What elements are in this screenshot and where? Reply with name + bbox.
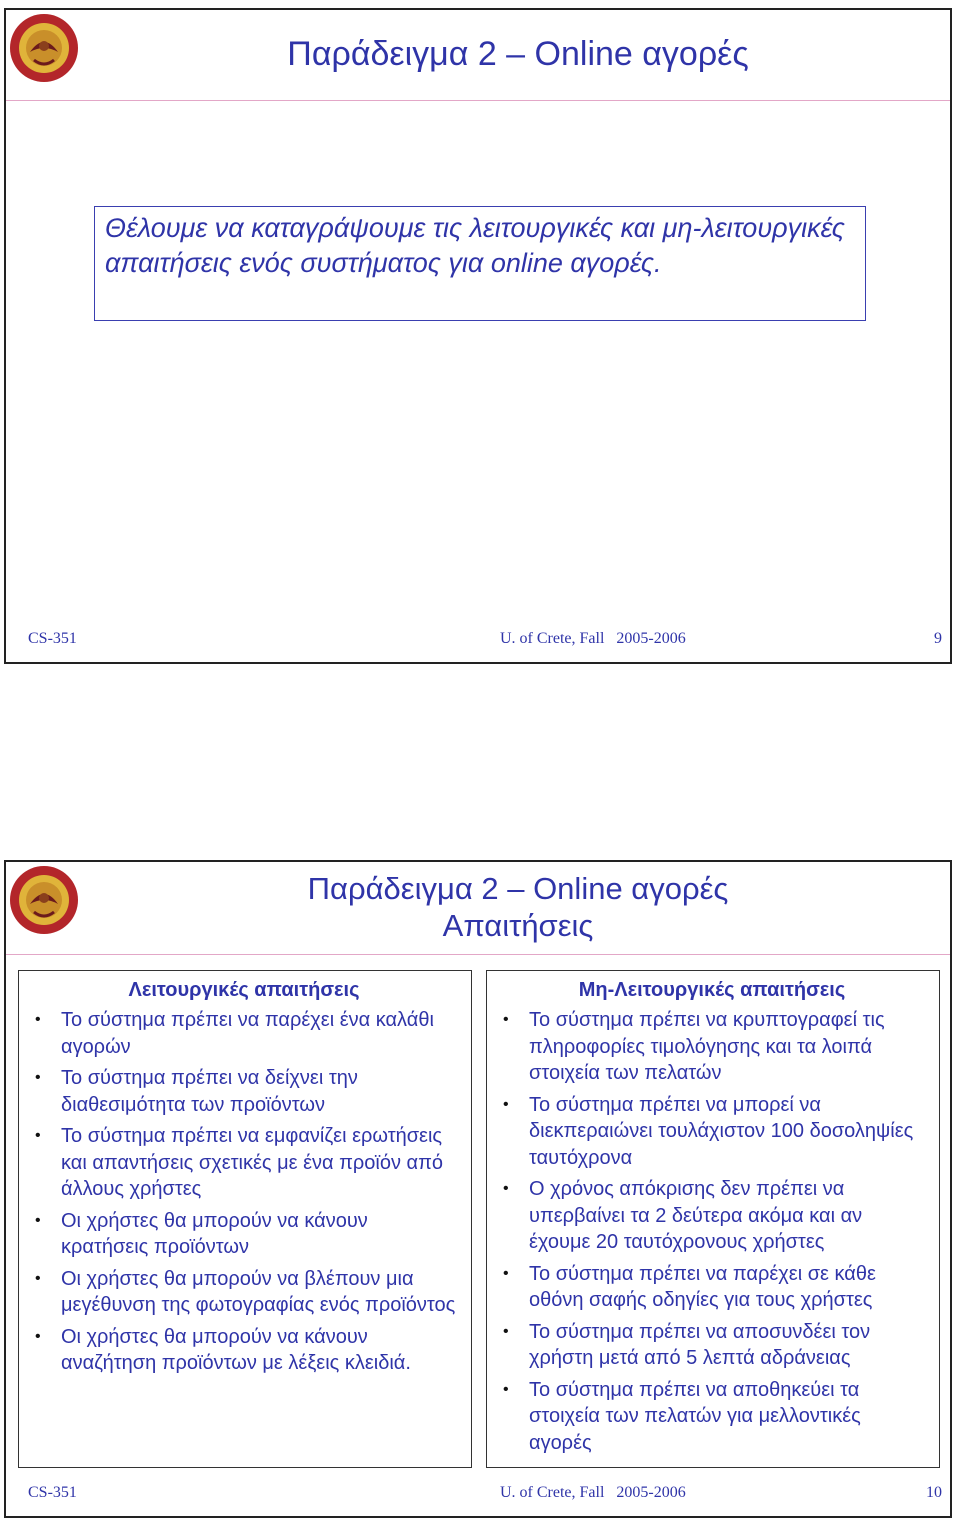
slide-9 <box>4 8 952 664</box>
list-item: • Το σύστημα πρέπει να αποθηκεύει τα στοιχεία των πελατών για μελλοντικές αγορές <box>503 1378 861 1454</box>
page-number: 10 <box>926 1484 942 1501</box>
functional-requirements-panel <box>18 970 472 1468</box>
bullet-icon: • <box>503 1180 509 1197</box>
nonfunctional-requirements-list <box>497 1007 927 1456</box>
bullet-icon: • <box>35 1211 41 1229</box>
list-item: • Ο χρόνος απόκρισης δεν πρέπει να υπερβαίνει τα 2 δεύτερα ακόμα και αν έχουμε 20 ταυτόχρονους χρήστες <box>503 1178 863 1253</box>
list-item: • Οι χρήστες θα μπορούν να κάνουν αναζήτηση προϊόντων με λέξεις κλειδιά. <box>35 1325 411 1374</box>
bullet-icon: • <box>35 1269 41 1287</box>
task-statement: Θέλουμε να καταγράψουμε τις λειτουργικές και μη-λειτουργικές απαιτήσεις ενός συστήματος για online αγορές. <box>105 213 845 278</box>
title-divider <box>6 954 950 955</box>
list-item: • Το σύστημα πρέπει να εμφανίζει ερωτήσεις και απαντήσεις σχετικές με ένα προϊόν από άλλους χρήστες <box>35 1125 444 1200</box>
list-item: • Το σύστημα πρέπει να παρέχει ένα καλάθι αγορών <box>35 1009 434 1058</box>
bullet-icon: • <box>503 1322 509 1340</box>
institution-term: U. of Crete, Fall 2005-2006 <box>500 630 686 647</box>
list-item: • Το σύστημα πρέπει να αποσυνδέει τον χρήστη μετά από 5 λεπτά αδράνειας <box>503 1320 871 1369</box>
slide-title <box>106 870 930 944</box>
university-of-crete-logo <box>8 864 80 936</box>
bullet-icon: • <box>503 1011 509 1028</box>
bullet-icon: • <box>35 1069 41 1086</box>
title-divider <box>6 100 950 101</box>
university-of-crete-logo <box>8 12 80 84</box>
bullet-icon: • <box>503 1380 509 1398</box>
list-item: • Το σύστημα πρέπει να παρέχει σε κάθε οθόνη σαφής οδηγίες για τους χρήστες <box>503 1262 876 1311</box>
page-number: 9 <box>934 630 942 647</box>
bullet-icon: • <box>35 1011 41 1028</box>
nonfunctional-requirements-panel <box>486 970 940 1468</box>
functional-requirements-heading: Λειτουργικές απαιτήσεις <box>128 979 360 1001</box>
slide-footer <box>6 1484 950 1506</box>
slide-subtitle: Απαιτήσεις <box>442 908 594 943</box>
list-item: • Οι χρήστες θα μπορούν να κάνουν κρατήσεις προϊόντων <box>35 1209 368 1258</box>
task-statement-box <box>94 206 866 321</box>
slide-title-line1: Παράδειγμα 2 – Online αγορές <box>307 871 729 906</box>
slide-10 <box>4 860 952 1518</box>
nonfunctional-requirements-heading: Μη-Λειτουργικές απαιτήσεις <box>578 979 846 1001</box>
course-code: CS-351 <box>28 630 77 647</box>
list-item: • Οι χρήστες θα μπορούν να βλέπουν μια μεγέθυνση της φωτογραφίας ενός προϊόντος <box>35 1267 456 1316</box>
course-code: CS-351 <box>28 1484 77 1501</box>
functional-requirements-list <box>29 1007 459 1377</box>
list-item: • Το σύστημα πρέπει να δείχνει την διαθεσιμότητα των προϊόντων <box>35 1067 358 1116</box>
list-item: • Το σύστημα πρέπει να μπορεί να διεκπεραιώνει τουλάχιστον 100 δοσοληψίες ταυτόχρονα <box>503 1093 914 1169</box>
list-item: • Το σύστημα πρέπει να κρυπτογραφεί τις πληροφορίες τιμολόγησης και τα λοιπά στοιχεία των πελατών <box>503 1009 885 1084</box>
institution-term: U. of Crete, Fall 2005-2006 <box>500 1484 686 1501</box>
bullet-icon: • <box>503 1095 509 1113</box>
slide-footer <box>6 630 950 652</box>
bullet-icon: • <box>35 1327 41 1345</box>
bullet-icon: • <box>35 1127 41 1144</box>
bullet-icon: • <box>503 1264 509 1282</box>
slide-title: Παράδειγμα 2 – Online αγορές <box>287 35 749 73</box>
